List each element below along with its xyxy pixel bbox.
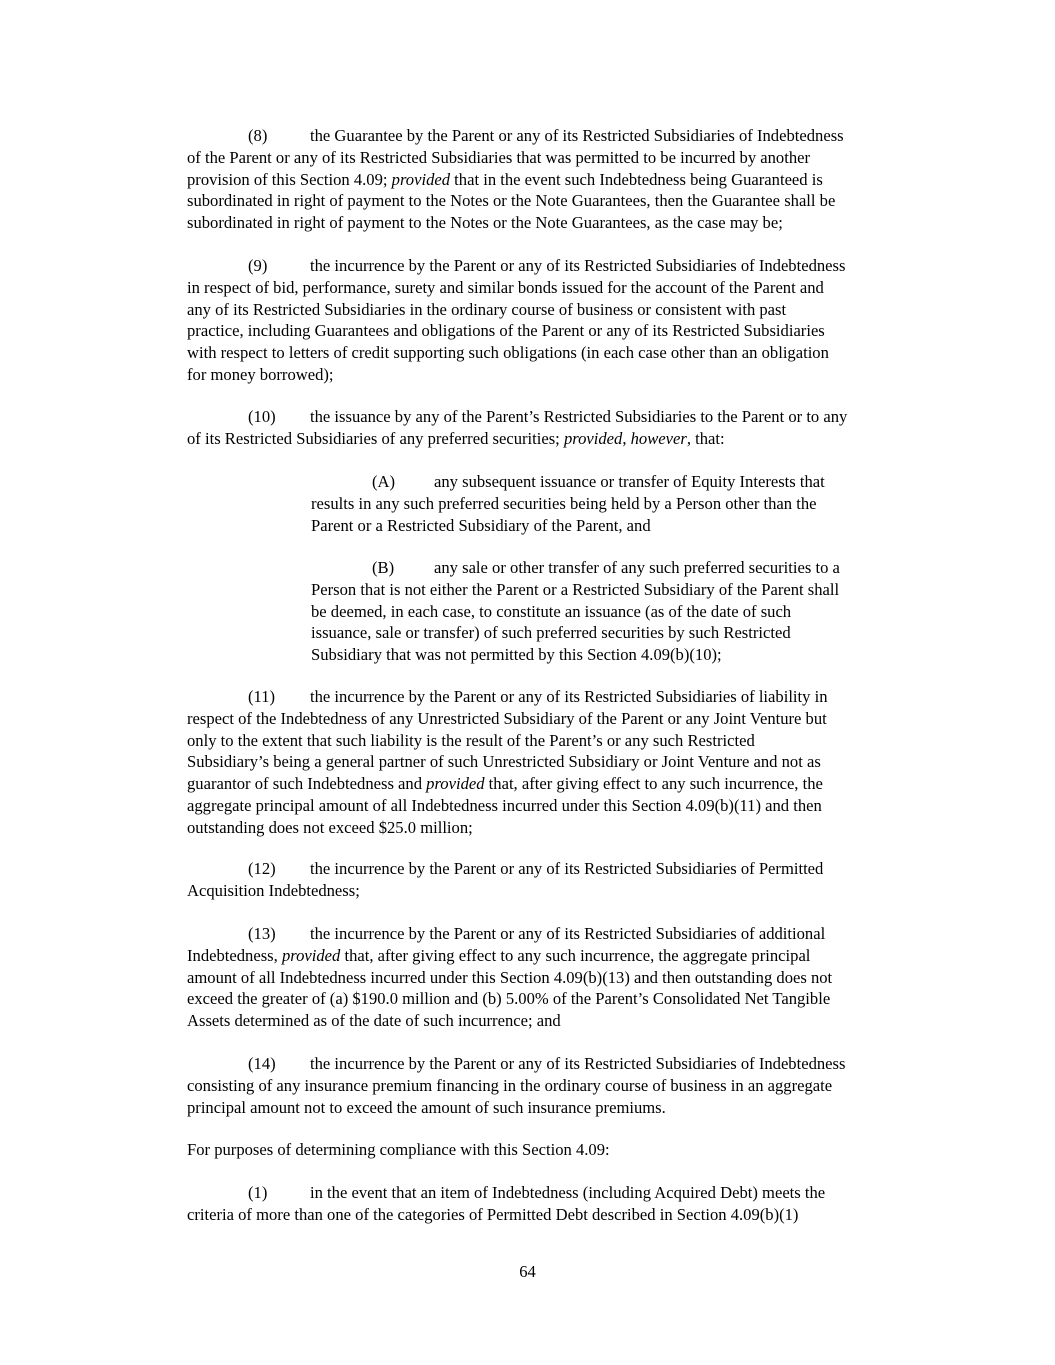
paragraph-14: (14) the incurrence by the Parent or any of its Restricted Subsidiaries of Indebtedness consisting of any insurance premium financing in the ordinary course of business in an aggregate principal amount not to exceed the amount of such insurance premiums. <box>187 1054 846 1117</box>
paragraph-number: (1) <box>248 1183 268 1202</box>
paragraph-10: (10) the issuance by any of the Parent’s Restricted Subsidiaries to the Parent or to any of its Restricted Subsidiaries of any preferred securities; provided, however, that: <box>187 407 848 448</box>
paragraph-number: (11) <box>248 687 276 706</box>
paragraph-8: (8) the Guarantee by the Parent or any of its Restricted Subsidiaries of Indebtedness of the Parent or any of its Restricted Subsidiaries that was permitted to be incurred by another provision of this Section 4.09; provided that in the event such Indebtedness being Guaranteed is subordinated in right of payment to the Notes or the Note Guarantees, then the Guarantee shall be subordinated in right of payment to the Notes or the Note Guarantees, as the case may be; <box>187 126 844 233</box>
paragraph-number: (13) <box>248 924 276 943</box>
paragraph-number: (9) <box>248 256 268 275</box>
italic-term: provided <box>391 169 451 189</box>
italic-term: provided <box>563 428 623 448</box>
subparagraph-A: (A) any subsequent issuance or transfer of Equity Interests that results in any such preferred securities being held by a Person other than the Parent or a Restricted Subsidiary of the Parent, and <box>311 472 825 535</box>
compliance-intro: For purposes of determining compliance with this Section 4.09: <box>187 1140 610 1159</box>
compliance-item-1: (1) in the event that an item of Indebtedness (including Acquired Debt) meets the criteria of more than one of the categories of Permitted Debt described in Section 4.09(b)(1) <box>187 1183 826 1224</box>
paragraph-number: (8) <box>248 126 268 145</box>
page-number: 64 <box>519 1262 536 1281</box>
subparagraph-B: (B) any sale or other transfer of any such preferred securities to a Person that is not either the Parent or a Restricted Subsidiary of the Parent shall be deemed, in each case, to constitute an issuance (as of the date of such issuance, sale or transfer) of such preferred securities by such Restricted Subsidiary that was not permitted by this Section 4.09(b)(10); <box>311 558 840 665</box>
subparagraph-letter: (B) <box>372 558 395 577</box>
paragraph-12: (12) the incurrence by the Parent or any of its Restricted Subsidiaries of Permitted Acquisition Indebtedness; <box>187 859 824 900</box>
subparagraph-letter: (A) <box>372 472 396 491</box>
paragraph-9: (9) the incurrence by the Parent or any of its Restricted Subsidiaries of Indebtedness in respect of bid, performance, surety and similar bonds issued for the account of the Parent and any of its Restricted Subsidiaries in the ordinary course of business or consistent with past practice, including Guarantees and obligations of the Parent or any of its Restricted Subsidiaries with respect to letters of credit supporting such obligations (in each case other than an obligation for money borrowed); <box>187 256 846 384</box>
italic-term: however <box>630 428 687 448</box>
italic-term: provided <box>426 774 485 794</box>
paragraph-number: (14) <box>248 1054 276 1073</box>
paragraph-11: (11) the incurrence by the Parent or any of its Restricted Subsidiaries of liability in respect of the Indebtedness of any Unrestricted Subsidiary of the Parent or any Joint Venture but only to the extent that such liability is the result of the Parent’s or any such Restricted Subsidiary’s being a general partner of such Unrestricted Subsidiary or Joint Venture and not as guarantor of such Indebtedness and provided that, after giving effect to any such incurrence, the aggregate principal amount of all Indebtedness incurred under this Section 4.09(b)(11) and then outstanding does not exceed $25.0 million; <box>187 687 828 837</box>
italic-term: provided <box>281 945 341 965</box>
paragraph-13: (13) the incurrence by the Parent or any of its Restricted Subsidiaries of additional Indebtedness, provided that, after giving effect to any such incurrence, the aggregate principal amount of all Indebtedness incurred under this Section 4.09(b)(13) and then outstanding does not exceed the greater of (a) $190.0 million and (b) 5.00% of the Parent’s Consolidated Net Tangible Assets determined as of the date of such incurrence; and <box>187 924 833 1031</box>
paragraph-number: (10) <box>248 407 276 426</box>
paragraph-number: (12) <box>248 859 276 878</box>
